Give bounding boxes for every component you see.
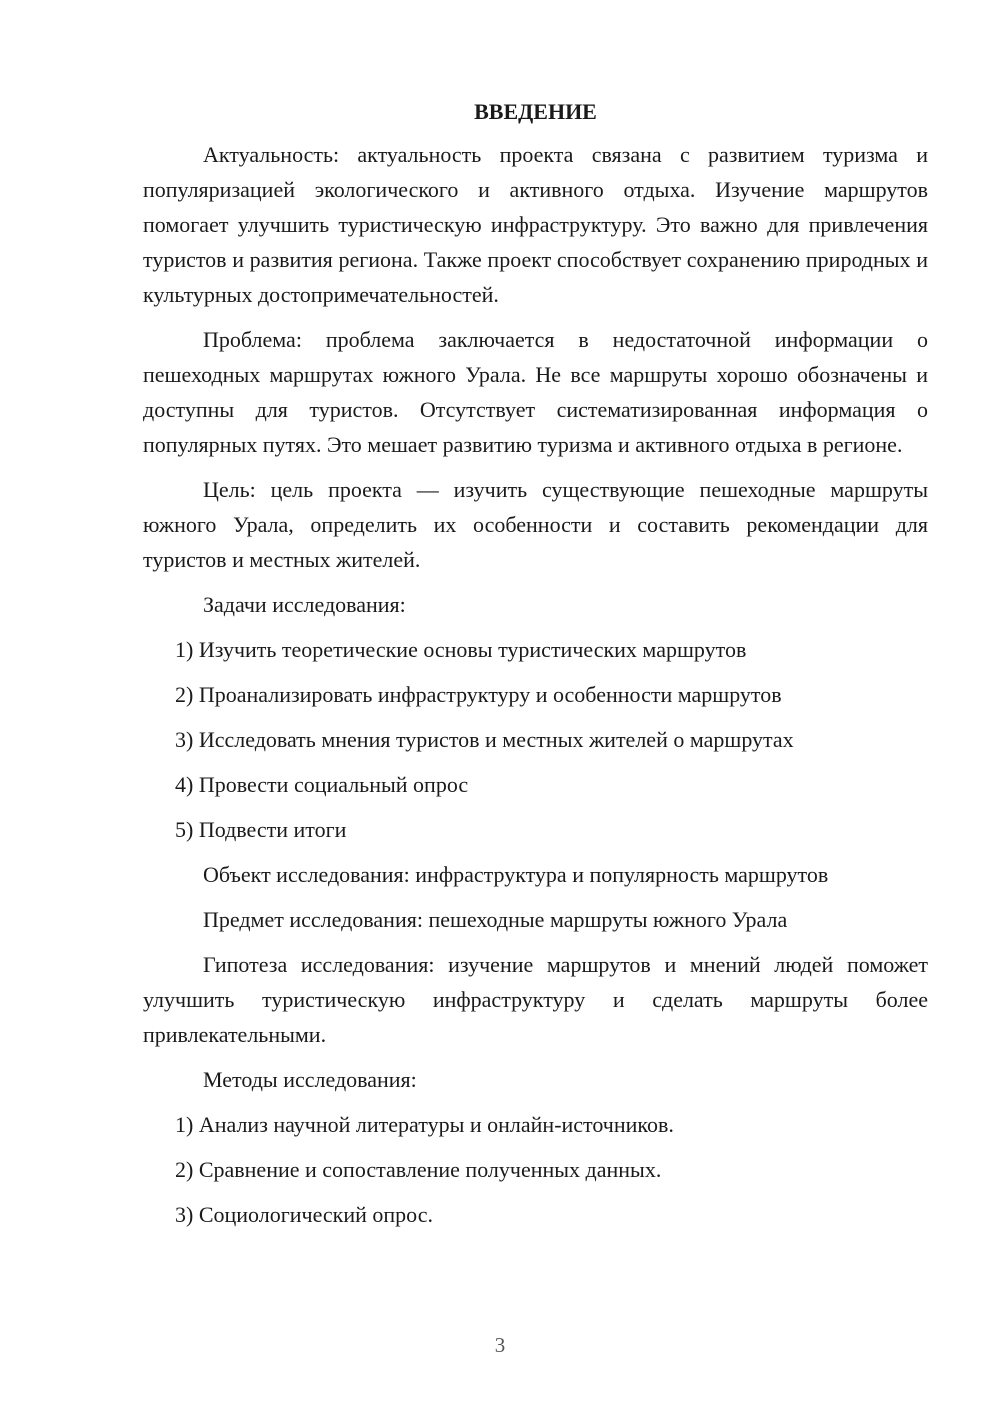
method-item: 2) Сравнение и сопоставление полученных данных. (175, 1157, 662, 1182)
problem-paragraph: Проблема: проблема заключается в недостаточной информации о пешеходных маршрутах южного Урала. Не все маршруты хорошо обозначены и доступны для туристов. Отсутствует систематизированная информация о популярных путях. Это мешает развитию туризма и активного отдыха в регионе. (143, 327, 928, 457)
goal-paragraph: Цель: цель проекта — изучить существующие пешеходные маршруты южного Урала, определить их особенности и составить рекомендации для туристов и местных жителей. (143, 477, 928, 572)
relevance-paragraph: Актуальность: актуальность проекта связана с развитием туризма и популяризацией экологического и активного отдыха. Изучение маршрутов помогает улучшить туристическую инфраструктуру. Это важно для привлечения туристов и развития региона. Также проект способствует сохранению природных и культурных достопримечательностей. (143, 142, 928, 307)
page-content (143, 94, 928, 1242)
object-paragraph: Объект исследования: инфраструктура и популярность маршрутов (203, 862, 829, 887)
task-item: 2) Проанализировать инфраструктуру и особенности маршрутов (175, 682, 782, 707)
tasks-heading: Задачи исследования: (203, 592, 406, 617)
task-item: 5) Подвести итоги (175, 817, 347, 842)
method-item: 1) Анализ научной литературы и онлайн-источников. (175, 1112, 674, 1137)
methods-heading: Методы исследования: (203, 1067, 417, 1092)
task-item: 1) Изучить теоретические основы туристических маршрутов (175, 637, 747, 662)
page-number: 3 (494, 1333, 506, 1357)
task-item: 3) Исследовать мнения туристов и местных жителей о маршрутах (175, 727, 794, 752)
hypothesis-paragraph: Гипотеза исследования: изучение маршрутов и мнений людей поможет улучшить туристическую инфраструктуру и сделать маршруты более привлекательными. (143, 952, 928, 1047)
task-item: 4) Провести социальный опрос (175, 772, 469, 797)
subject-paragraph: Предмет исследования: пешеходные маршруты южного Урала (203, 907, 788, 932)
page-title: ВВЕДЕНИЕ (474, 99, 597, 124)
method-item: 3) Социологический опрос. (175, 1202, 433, 1227)
